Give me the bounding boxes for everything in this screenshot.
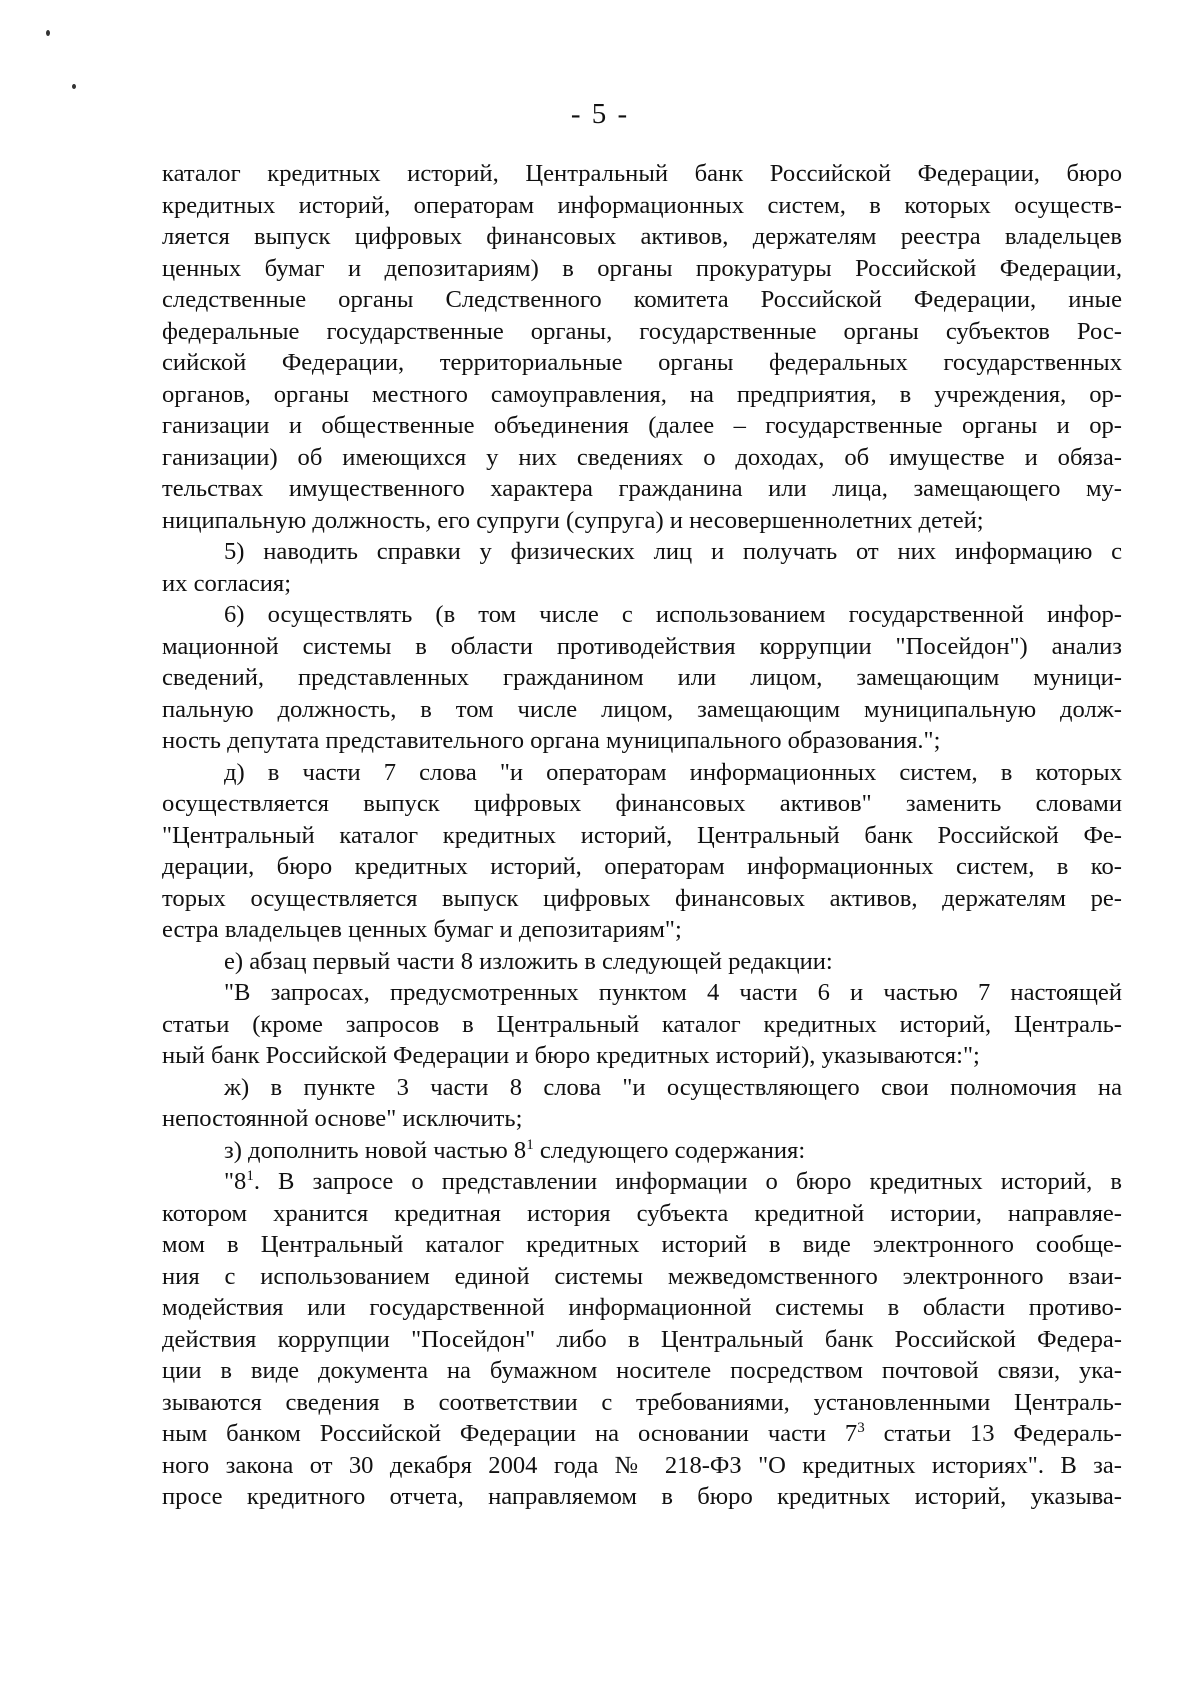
text-line: 5) наводить справки у физических лиц и получать от них информацию с	[224, 538, 1122, 565]
scan-speck	[72, 84, 76, 89]
text-line: статьи (кроме запросов в Центральный каталог кредитных историй, Централь-	[162, 1010, 1122, 1038]
text-line: ный банк Российской Федерации и бюро кредитных историй), указываются:";	[162, 1042, 980, 1069]
text-line: кредитных историй, операторам информационных систем, в которых осуществ-	[162, 191, 1122, 219]
superscript: 3	[857, 1420, 865, 1436]
text-line	[162, 1418, 1122, 1450]
text-line: котором хранится кредитная история субъекта кредитной истории, направляе-	[162, 1199, 1122, 1227]
text-line: "Центральный каталог кредитных историй, Центральный банк Российской Фе-	[162, 821, 1122, 849]
text-line: модействия или государственной информационной системы в области противо-	[162, 1294, 1122, 1321]
text-line: тельствах имущественного характера гражданина или лица, замещающего му-	[162, 475, 1122, 502]
text-line: 6) осуществлять (в том числе с использованием государственной инфор-	[224, 601, 1122, 628]
text-line: "В запросах, предусмотренных пунктом 4 части 6 и частью 7 настоящей	[224, 979, 1122, 1006]
text-line: их согласия;	[162, 569, 292, 597]
text-line: д) в части 7 слова "и операторам информационных систем, в которых	[224, 758, 1122, 786]
text-line: естра владельцев ценных бумаг и депозитариям";	[162, 916, 682, 943]
text-line: ганизации и общественные объединения (далее – государственные органы и ор-	[162, 412, 1122, 439]
text-line	[162, 1135, 1122, 1167]
text-line	[162, 1166, 1122, 1198]
text-line: каталог кредитных историй, Центральный банк Российской Федерации, бюро	[162, 160, 1122, 187]
paragraph-zh	[162, 1072, 1122, 1135]
text-line: зываются сведения в соответствии с требованиями, установленными Централь-	[162, 1388, 1122, 1416]
text-line: ниципальную должность, его супруги (супруга) и несовершеннолетних детей;	[162, 506, 984, 534]
paragraph-quote-8-1	[162, 1166, 1122, 1513]
text-line: ляется выпуск цифровых финансовых активов, держателям реестра владельцев	[162, 223, 1122, 250]
paragraph-item-5	[162, 536, 1122, 599]
text-line: осуществляется выпуск цифровых финансовых активов" заменить словами	[162, 790, 1122, 817]
text-line: органов, органы местного самоуправления, на предприятия, в учреждения, ор-	[162, 380, 1122, 408]
page-number: - 5 -	[570, 98, 630, 130]
text-line: е) абзац первый части 8 изложить в следующей редакции:	[224, 947, 833, 975]
superscript: 1	[526, 1136, 534, 1153]
document-body	[162, 158, 1122, 1513]
text-line: ганизации) об имеющихся у них сведениях о доходах, об имуществе и обяза-	[162, 443, 1122, 471]
text-line: действия коррупции "Посейдон" либо в Центральный банк Российской Федера-	[162, 1325, 1122, 1353]
paragraph-continuation	[162, 158, 1122, 536]
text-line: торых осуществляется выпуск цифровых финансовых активов, держателям ре-	[162, 884, 1122, 912]
text-line: ции в виде документа на бумажном носителе посредством почтовой связи, ука-	[162, 1357, 1122, 1384]
text-fragment: з) дополнить новой частью 8	[224, 1136, 527, 1164]
text-line: ность депутата представительного органа муниципального образования.";	[162, 727, 941, 754]
paragraph-d	[162, 757, 1122, 946]
text-line: дерации, бюро кредитных историй, операторам информационных систем, в ко-	[162, 853, 1122, 880]
text-line: мационной системы в области противодействия коррупции "Посейдон") анализ	[162, 632, 1122, 660]
paragraph-item-6	[162, 599, 1122, 757]
text-fragment: следующего содержания:	[533, 1136, 806, 1164]
paragraph-e	[162, 946, 1122, 978]
text-line: просе кредитного отчета, направляемом в бюро кредитных историй, указыва-	[162, 1483, 1122, 1510]
text-line: ного закона от 30 декабря 2004 года № 218-ФЗ "О кредитных историях". В за-	[162, 1451, 1122, 1479]
paragraph-z	[162, 1135, 1122, 1167]
scan-speck	[46, 30, 50, 36]
text-line: федеральные государственные органы, государственные органы субъектов Рос-	[162, 317, 1122, 345]
text-line: ния с использованием единой системы межведомственного электронного взаи-	[162, 1262, 1122, 1290]
text-fragment: статьи 13 Федераль-	[864, 1420, 1122, 1447]
paragraph-quote-8	[162, 977, 1122, 1072]
text-line: непостоянной основе" исключить;	[162, 1105, 523, 1132]
text-line: мом в Центральный каталог кредитных историй в виде электронного сообще-	[162, 1231, 1122, 1258]
text-line: следственные органы Следственного комитета Российской Федерации, иные	[162, 286, 1122, 313]
superscript: 1	[246, 1168, 254, 1184]
text-line: сийской Федерации, территориальные органы федеральных государственных	[162, 349, 1122, 376]
text-line: сведений, представленных гражданином или лицом, замещающим муници-	[162, 664, 1122, 691]
text-line: пальную должность, в том числе лицом, замещающим муниципальную долж-	[162, 695, 1122, 723]
text-line: ж) в пункте 3 части 8 слова "и осуществляющего свои полномочия на	[224, 1073, 1122, 1101]
text-line: ценных бумаг и депозитариям) в органы прокуратуры Российской Федерации,	[162, 254, 1122, 282]
text-fragment: ным банком Российской Федерации на основании части 7	[162, 1420, 858, 1447]
text-fragment: . В запросе о представлении информации о бюро кредитных историй, в	[253, 1168, 1122, 1195]
text-fragment: "8	[224, 1168, 247, 1195]
